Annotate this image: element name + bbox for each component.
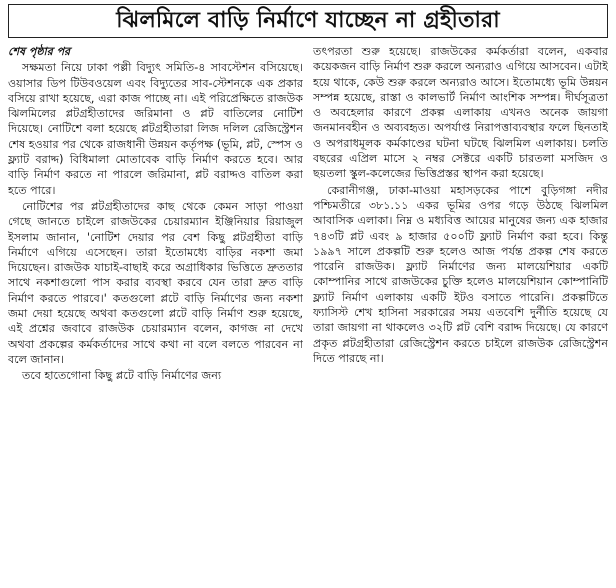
paragraph: তৎপরতা শুরু হয়েছে। রাজউকের কর্মকর্তারা বলেন, একবার কয়েকজন বাড়ি নির্মাণ শুরু করলে অন্যরাও এগিয়ে আসবেন। এটাই হয়ে থাকে, কেউ শুরু করলে অন্যরাও আসে। ইতোমধ্যে ভূমি উন্নয়ন সম্পন্ন হয়েছে, রাস্তা ও কালভার্ট নির্মাণ আংশিক সম্পন্ন। দীর্ঘসূত্রতা ও অবহেলার কারণে প্রকল্প এলাকায় এখনও অনেক জায়গা জনমানবহীন ও অব্যবহৃত। অপর্যাপ্ত নিরাপত্তাব্যবস্থার ফলে ছিনতাই ও অপরাধমূলক কর্মকাণ্ডের ঘটনা ঘটছে ঝিলমিল এলাকায়। চলতি বছরের এপ্রিল মাসে ২ নম্বর সেক্টরে একটি চারতলা মসজিদ ও ছয়তলা স্কুল-কলেজের ভিত্তিপ্রস্তর স্থাপন করা হয়েছে। [313, 45, 608, 181]
left-column [8, 44, 303, 584]
article-body [8, 44, 608, 584]
paragraph: কেরানীগঞ্জ, ঢাকা-মাওয়া মহাসড়কের পাশে বুড়িগঙ্গা নদীর পশ্চিমতীরে ৩৮১.১১ একর ভূমির ওপর গড়ে উঠছে ঝিলমিল আবাসিক এলাকা। নিম্ন ও মধ্যবিত্ত আয়ের মানুষের জন্য এক হাজার ৭৪৩টি প্লট এবং ৯ হাজার ৫০০টি ফ্ল্যাট নির্মাণ করা হবে। কিন্তু ১৯৯৭ সালে প্রকল্পটি শুরু হলেও আজ পর্যন্ত প্রকল্প শেষ করতে পারেনি রাজউক। ফ্ল্যাট নির্মাণের জন্য মালয়েশিয়ার একটি কোম্পানির সাথে রাজউকের চুক্তি হলেও মালয়েশিয়ান কোম্পানিটি ফ্ল্যাট নির্মাণ এলাকায় একটি ইটও বসাতে পারেনি। প্রকল্পটিতে ফ্যাসিস্ট শেখ হাসিনা সরকারের সময় এতবেশি দুর্নীতি হয়েছে যে তারা জায়গা না থাকলেও ৩২টি প্লট বেশি বরাদ্দ দিয়েছে। যে কারণে প্রকৃত প্লটগ্রহীতারা রেজিস্ট্রেশন করতে চাইলে রাজউক রেজিস্ট্রেশন দিতে পারছে না। [313, 183, 608, 365]
continued-from-label: শেষ পৃষ্ঠার পর [8, 45, 71, 58]
paragraph: নোটিশের পর প্লটগ্রহীতাদের কাছ থেকে কেমন সাড়া পাওয়া গেছে জানতে চাইলে রাজউকের চেয়ারম্যান ইঞ্জিনিয়ার রিয়াজুল ইসলাম জানান, 'নোটিশ দেয়ার পর বেশ কিছু প্লটগ্রহীতা বাড়ি নির্মাণে এগিয়ে এসেছেন। তারা ইতোমধ্যে বাড়ির নকশা জমা দিয়েছেন। রাজউক যাচাই-বাছাই করে অগ্রাধিকার ভিত্তিতে দ্রুততার সাথে নকশাগুলো পাস করার ব্যবস্থা করবে যেন তারা দ্রুত বাড়ি নির্মাণ করতে পারবে।' কতগুলো প্লটে বাড়ি নির্মাণের জন্য নকশা জমা দেয়া হয়েছে অথবা কতগুলো প্লটে বাড়ি নির্মাণ শুরু হয়েছে, এই প্রশ্নের জবাবে রাজউক চেয়ারম্যান বলেন, কাগজ না দেখে অথবা প্রকল্পের কর্মকর্তাদের সাথে কথা না বলে বলতে পারবেন না বলে জানান। [8, 199, 303, 366]
right-column [313, 44, 608, 584]
headline: ঝিলমিলে বাড়ি নির্মাণে যাচ্ছেন না গ্রহীতারা [8, 4, 608, 38]
paragraph: সক্ষমতা নিয়ে ঢাকা পল্লী বিদ্যুৎ সমিতি-৪ সাবস্টেশন বসিয়েছে। ওয়াসার ডিপ টিউবওয়েল এবং বিদ্যুতের সাব-স্টেশনকে এক প্রকার বসিয়ে রাখা হয়েছে, এরা কাজ পাচ্ছে না। এই পরিপ্রেক্ষিতে রাজউক ঝিলমিলের প্লটগ্রহীতাদের জরিমানা ও প্লট বাতিলের নোটিশ দিয়েছে। নোটিশে বলা হয়েছে প্লটগ্রহীতারা লিজ দলিল রেজিস্ট্রেশন শেষ হওয়ার পর থেকে রাজধানী উন্নয়ন কর্তৃপক্ষ (ভূমি, প্লট, স্পেস ও ফ্ল্যাট বরাদ্দ) বিধিমালা মোতাবেক বাড়ি নির্মাণ করতে হবে। আর বাড়ি নির্মাণ করতে না পারলে জরিমানা, প্লট বরাদ্দও বাতিল করা হতে পারে। [8, 61, 303, 197]
paragraph: তবে হাতেগোনা কিছু প্লটে বাড়ি নির্মাণের জন্য [22, 369, 222, 383]
